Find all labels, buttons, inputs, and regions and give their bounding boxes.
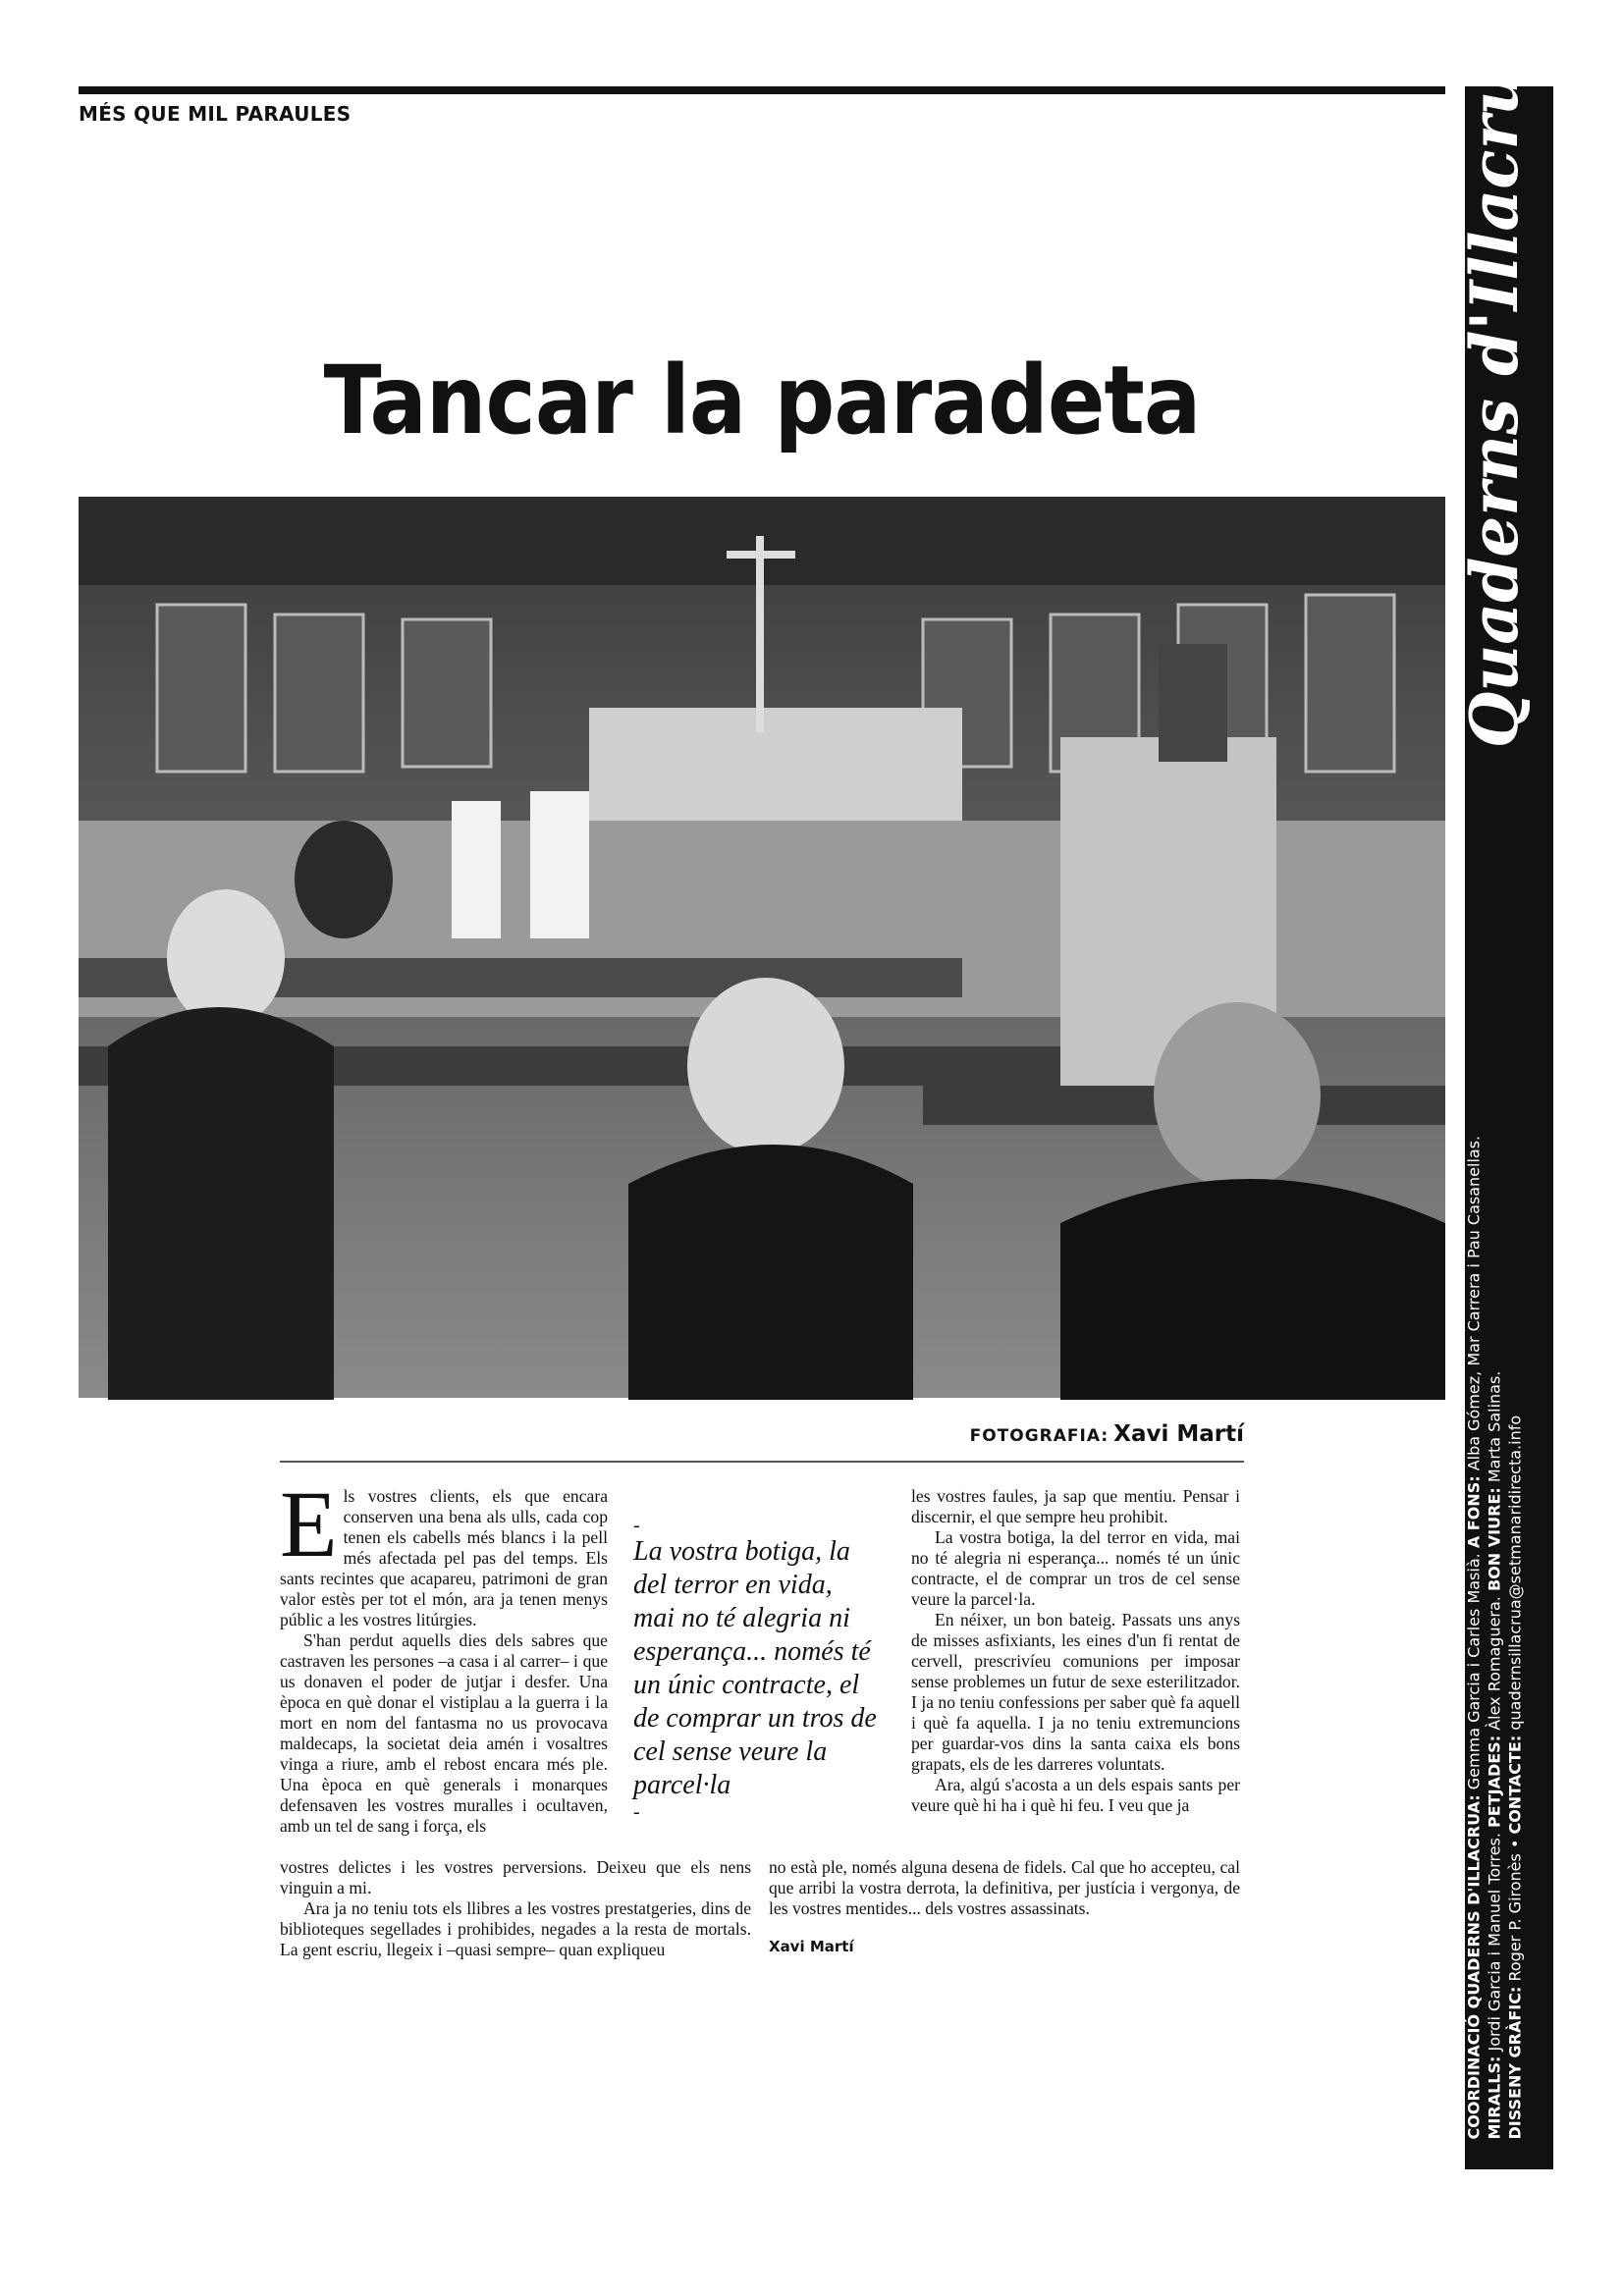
sidebar (1456, 27, 1553, 2169)
church-photo (79, 497, 1445, 1398)
paragraph: Ara, algú s'acosta a un dels espais sants per veure què hi ha i què hi feu. I veu que ja (911, 1775, 1240, 1815)
pull-quote-text: La vostra botiga, la del terror en vida, mai no té alegria ni esperança... només té un únic contracte, el de comprar un tros de cel sense veure la parcel·la (633, 1536, 877, 1800)
credits-line-1: COORDINACIÓ QUADERNS D'ILLACRUA: Gemma Garcia i Carles Masià. A FONS: Alba Gómez, Mar Carrera i Pau Casanellas. (1464, 1135, 1484, 2140)
photo-credit (970, 1421, 1244, 1447)
photo-credit-name: Xavi Martí (1113, 1421, 1244, 1447)
credits-line-2: MIRALLS: Jordi Garcia i Manuel Torres. PETJADES: Àlex Romaguera. BON VIURE: Marta Salinas. (1485, 1370, 1504, 2140)
pull-quote: - La vostra botiga, la del terror en vida, mai no té alegria ni esperança... només té un únic contracte, el de comprar un tros de cel sense veure la parcel·la - (633, 1515, 877, 1823)
paragraph: En néixer, un bon bateig. Passats uns anys de misses asfixiants, les eines d'un fi rentat de cervell, prescrivíeu comunions per imposar sense problemes un futur de sexe esterilitzador. I ja no teniu confessions per saber què fa aquell i què fa aquella. I ja no teniu extremuncions per guardar-vos dins la santa caixa els bons grapats, els de les darreres voluntats. (911, 1610, 1240, 1774)
paragraph: La vostra botiga, la del terror en vida, mai no té alegria ni esperança... només té un únic contracte, el de comprar un tros de cel sense veure la parcel·la. (911, 1527, 1240, 1609)
signature: Xavi Martí (769, 1938, 854, 1955)
photo-credit-label: FOTOGRAFIA: (969, 1426, 1109, 1446)
wide-block-2 (769, 1857, 1240, 1919)
paragraph: Ara ja no teniu tots els llibres a les vostres prestatgeries, dins de biblioteques segellades i prohibides, negades a la resta de mortals. La gent escriu, llegeix i –quasi sempre– quan expliqueu (280, 1898, 751, 1959)
paragraph: no està ple, només alguna desena de fidels. Cal que ho accepteu, cal que arribi la vostra derrota, la definitiva, per justícia i vergonya, de les vostres mentides... dels vostres assassinats. (769, 1857, 1240, 1918)
paragraph: S'han perdut aquells dies dels sabres que castraven les persones –a casa i al carrer– i que us donaven el poder de jutjar i desfer. Una època en què donar el vistiplau a la guerra i la mort en nom del fantasma no us provocava maldecaps, la societat deia amén i vosaltres vinga a riure, amb el rebost encara més ple. Una època en què generals i monarques defensaven les vostres muralles i ocultaven, amb un tel de sang i força, els (280, 1630, 608, 1836)
top-rule (79, 86, 1445, 94)
paragraph: vostres delictes i les vostres perversions. Deixeu que els nens vinguin a mi. (280, 1857, 751, 1897)
paragraph: Els vostres clients, els que encara conserven una bena als ulls, cada cop tenen els cabells més blancs i la pell més afectada pel pas del temps. Els sants recintes que acapareu, patrimoni de gran valor estès per tot el món, ara ja tenen menys públic a les vostres litúrgies. (280, 1471, 608, 1629)
section-label: MÉS QUE MIL PARAULES (79, 102, 352, 126)
credits-line-3: DISSENY GRÀFIC: Roger P. Gironès • CONTACTE: quadernsillacrua@setmanaridirecta.info (1505, 1415, 1525, 2140)
credits (1464, 746, 1526, 2140)
sidebar-title: Quaderns d'Illacrua (1456, 27, 1533, 749)
wide-block-1 (280, 1857, 751, 1960)
headline: Tancar la paradeta (323, 346, 1201, 455)
column-1 (280, 1471, 608, 1837)
paragraph: les vostres faules, ja sap que mentiu. Pensar i discernir, el que sempre heu prohibit. (911, 1486, 1240, 1526)
caption-rule (280, 1461, 1244, 1463)
dropcap: E (280, 1471, 338, 1576)
column-3 (911, 1486, 1240, 1816)
